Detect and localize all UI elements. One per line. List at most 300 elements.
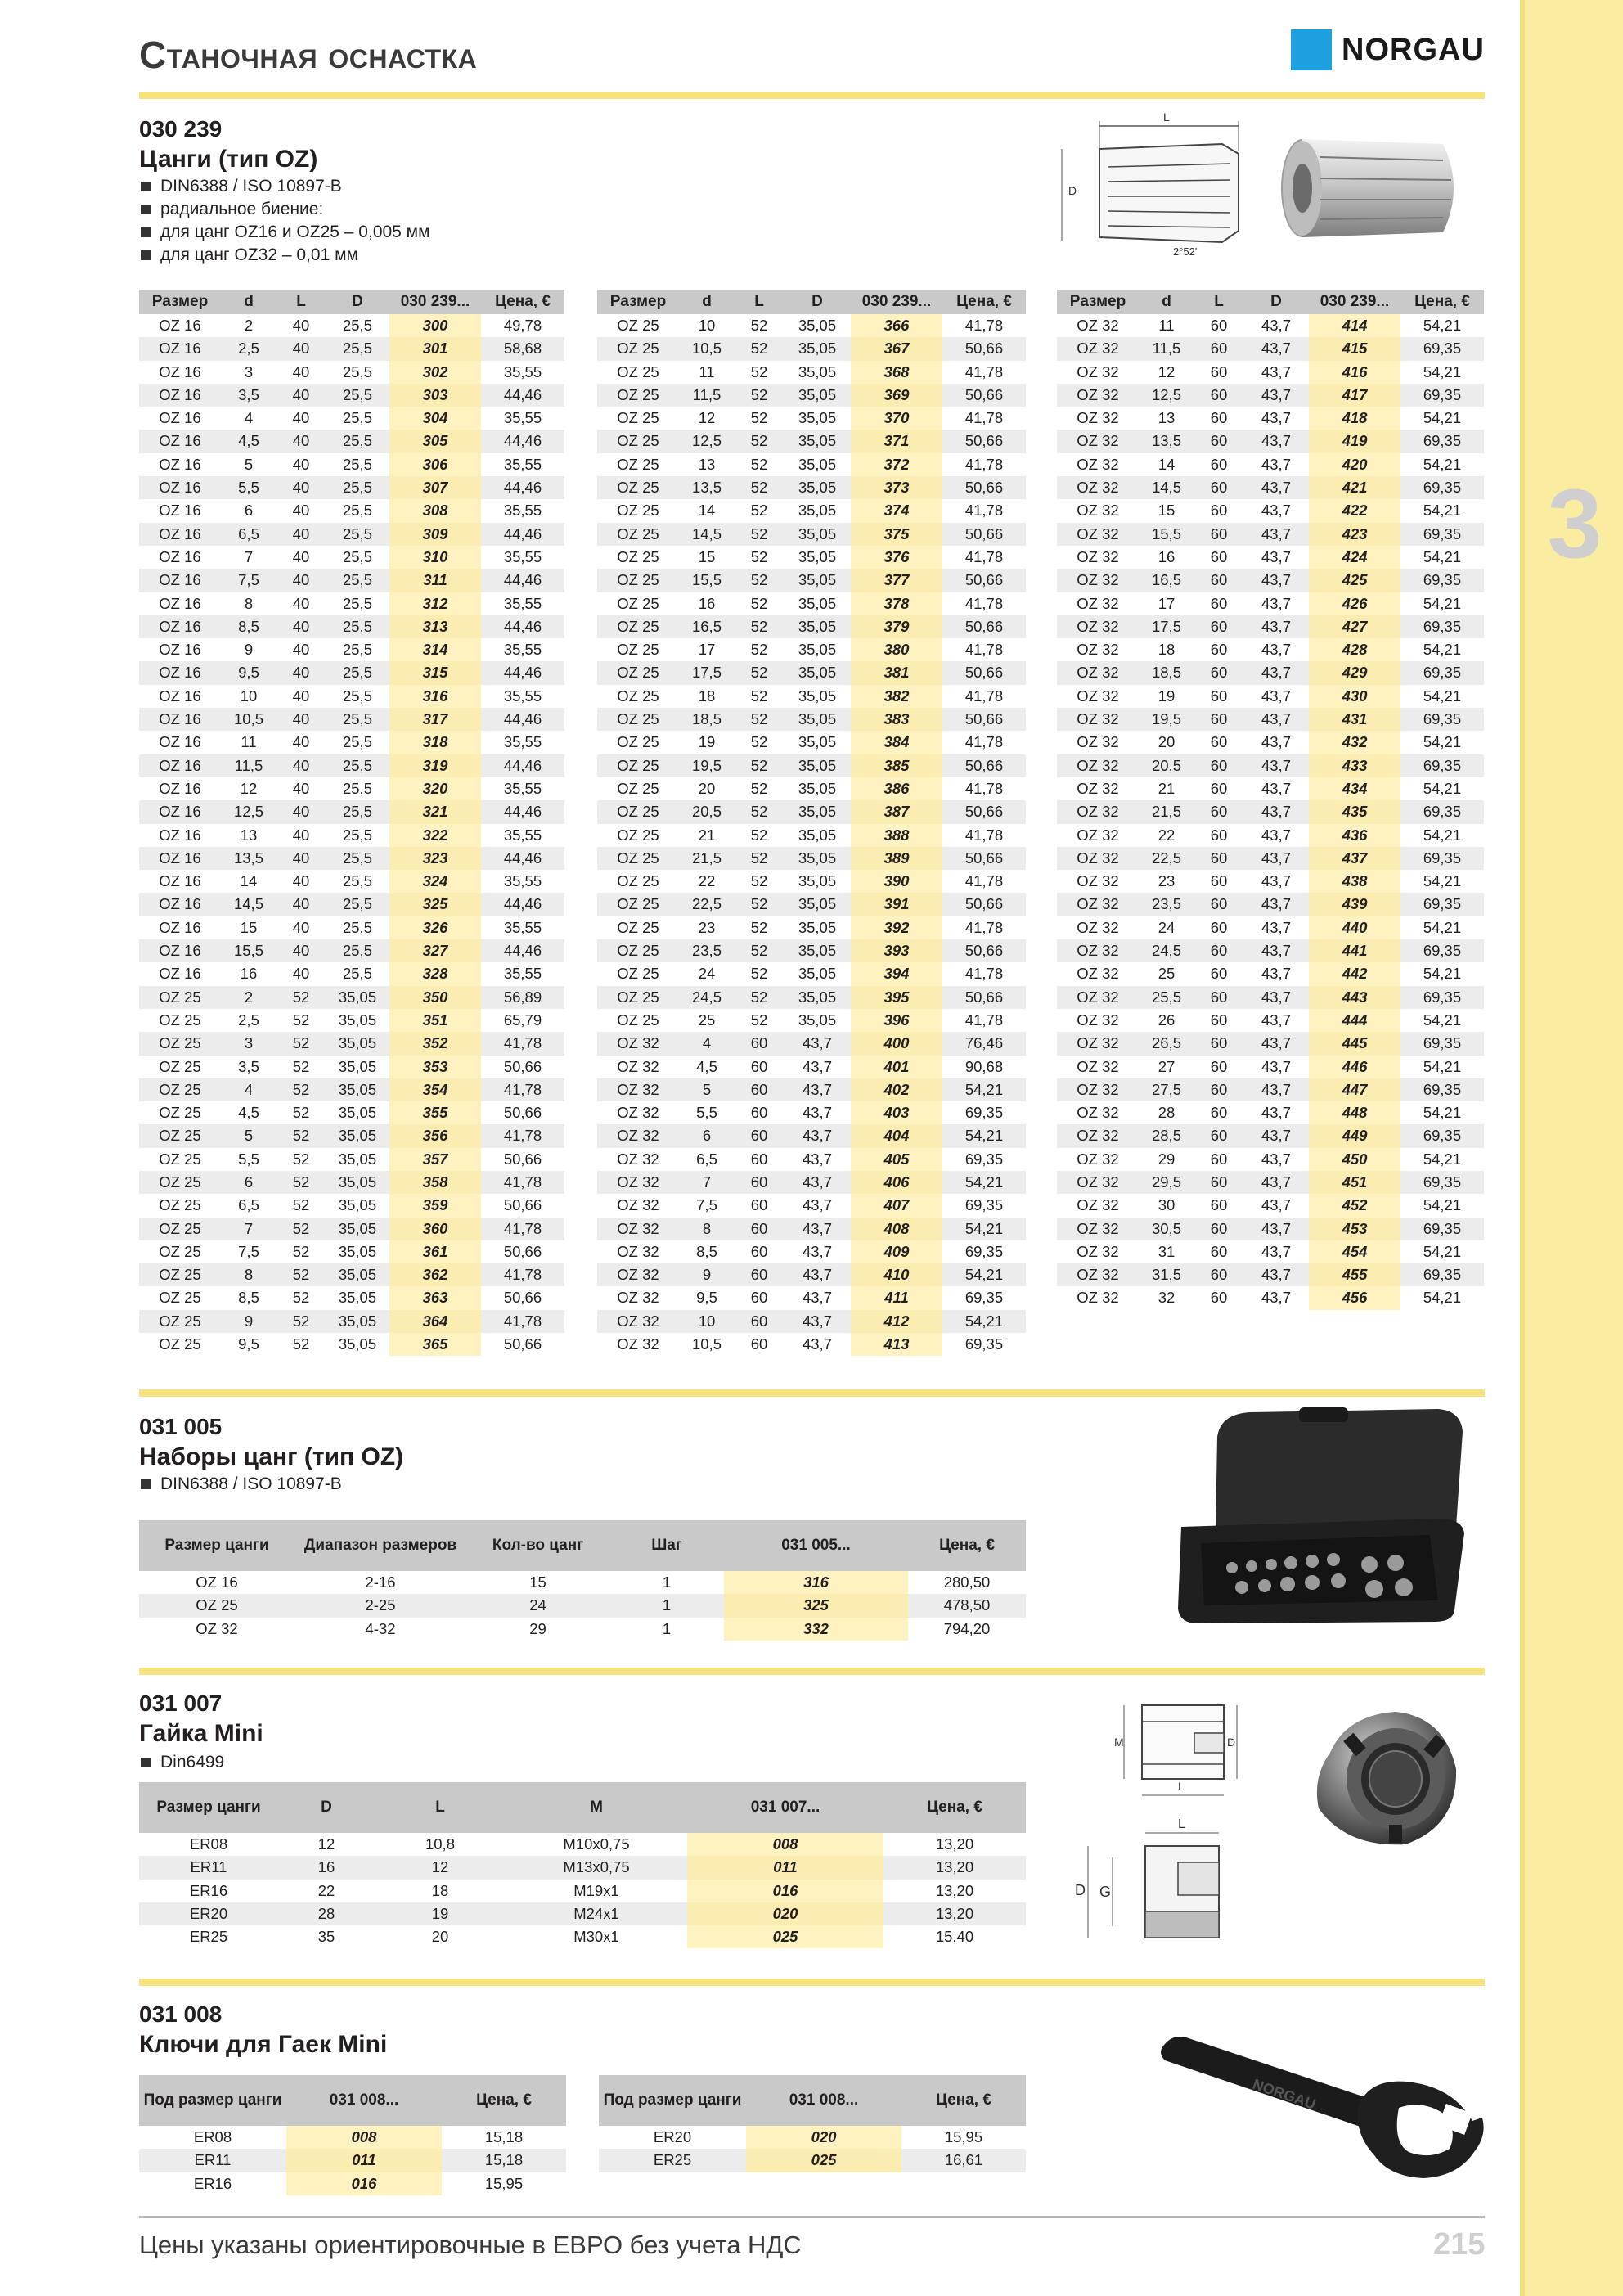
table-cell: 8,5	[238, 1289, 259, 1307]
table-cell: 35,05	[798, 779, 837, 797]
table-cell: 69,35	[964, 1289, 1004, 1307]
article-code-cell: 394	[851, 962, 942, 985]
table-cell: 24,5	[679, 986, 735, 1009]
table-row	[597, 777, 1026, 800]
article-code-cell: 436	[1309, 824, 1400, 847]
article-code-cell: 008	[286, 2126, 442, 2149]
table-cell: 35,55	[503, 965, 542, 983]
article-code-cell: 400	[851, 1032, 942, 1055]
table-cell: 16	[278, 1856, 375, 1879]
table-cell: 12,5	[221, 800, 276, 823]
nut-photo	[1297, 1704, 1461, 1851]
table-cell: OZ 32	[1077, 1104, 1119, 1122]
table-cell: OZ 25	[597, 800, 679, 823]
table-cell: 54,21	[1423, 547, 1462, 565]
footer-note: Цены указаны ориентировочные в ЕВРО без учета НДС	[139, 2231, 802, 2259]
table-cell: 43,7	[1261, 1242, 1291, 1260]
article-code-cell: 410	[851, 1263, 942, 1286]
table-cell: M24x1	[506, 1902, 687, 1925]
table-cell: 40	[276, 569, 326, 592]
table-cell: 8	[679, 1218, 735, 1240]
table-cell: 23,5	[679, 939, 735, 962]
table-cell: OZ 16	[139, 476, 221, 499]
table-row	[1057, 523, 1484, 546]
table-cell: 50,66	[942, 430, 1026, 452]
table-cell: 43,7	[1261, 362, 1291, 380]
chapter-number: 3	[1547, 469, 1603, 579]
table-cell: 44,46	[481, 430, 564, 452]
table-cell: ER25	[189, 1928, 228, 1946]
table-cell: 69,35	[964, 1150, 1004, 1168]
table-cell: 6	[679, 1124, 735, 1147]
table-cell: 52	[750, 872, 768, 890]
s4-table-2	[599, 2075, 1026, 2172]
table-cell: 54,21	[1423, 872, 1462, 890]
table-cell: OZ 16	[159, 362, 201, 380]
table-cell: 41,78	[481, 1078, 564, 1101]
article-code-cell: 412	[851, 1310, 942, 1333]
s3-rule	[139, 1668, 1485, 1675]
table-cell: 52	[735, 384, 784, 407]
table-cell: 52	[750, 733, 768, 751]
table-cell: 60	[750, 1196, 768, 1214]
table-cell: OZ 32	[1077, 733, 1119, 751]
table-cell: 35,05	[784, 800, 851, 823]
article-code-cell: 448	[1309, 1101, 1400, 1124]
table-cell: 7,5	[238, 1242, 259, 1260]
table-row	[139, 1902, 1026, 1925]
article-code-cell: 405	[851, 1148, 942, 1171]
table-cell: OZ 32	[617, 1242, 659, 1260]
table-cell: 25,5	[342, 826, 372, 844]
article-code-cell: 313	[389, 615, 481, 638]
table-row	[139, 1594, 1026, 1617]
s3-bullets	[141, 1751, 224, 1774]
col-header: Диапазон размеров	[294, 1520, 466, 1571]
table-cell: 43,7	[1261, 1150, 1291, 1168]
table-cell: 50,66	[942, 986, 1026, 1009]
table-row	[597, 1333, 1026, 1356]
table-cell: 52	[750, 502, 768, 520]
table-cell: 50,66	[942, 800, 1026, 823]
table-cell: 52	[750, 965, 768, 983]
table-cell: 52	[750, 409, 768, 427]
table-row	[139, 499, 564, 522]
table-row	[1057, 661, 1484, 684]
table-cell: 12	[698, 409, 716, 427]
table-cell: 35,05	[798, 687, 837, 705]
table-cell: 35,05	[784, 754, 851, 777]
table-cell: 60	[1194, 754, 1243, 777]
article-code-cell: 300	[389, 314, 481, 337]
table-cell: 52	[276, 1310, 326, 1333]
drawing-label-d2: D	[1075, 1882, 1086, 1898]
table-cell: 43,7	[1243, 847, 1309, 870]
table-cell: OZ 16	[159, 779, 201, 797]
table-row	[597, 708, 1026, 731]
table-cell: ER16	[189, 1881, 228, 1899]
col-header: L	[375, 1782, 506, 1833]
table-cell: OZ 16	[159, 409, 201, 427]
table-cell: 17,5	[1139, 615, 1194, 638]
table-cell: 69,35	[1400, 615, 1484, 638]
table-cell: ER11	[139, 2149, 286, 2172]
table-cell: 52	[750, 317, 768, 334]
table-cell: OZ 32	[617, 1289, 659, 1307]
table-cell: 22,5	[679, 893, 735, 916]
table-cell: 90,68	[964, 1057, 1004, 1075]
table-row	[597, 615, 1026, 638]
table-row	[1057, 638, 1484, 661]
table-cell: 54,21	[1423, 455, 1462, 473]
table-cell: 52	[735, 476, 784, 499]
table-cell: 41,78	[481, 1124, 564, 1147]
table-cell: OZ 25	[617, 547, 659, 565]
table-cell: OZ 25	[159, 1057, 201, 1075]
table-cell: 25,5	[326, 754, 389, 777]
article-code-cell: 388	[851, 824, 942, 847]
table-cell: 52	[735, 893, 784, 916]
table-cell: 60	[1210, 1289, 1228, 1307]
table-cell: 69,35	[1400, 476, 1484, 499]
table-row	[1057, 569, 1484, 592]
col-header: Цена, €	[442, 2075, 566, 2126]
table-row	[597, 476, 1026, 499]
table-cell: 50,66	[942, 476, 1026, 499]
table-row	[1057, 1032, 1484, 1055]
table-cell: 69,35	[1400, 569, 1484, 592]
table-cell: 14,5	[679, 523, 735, 546]
table-row	[597, 337, 1026, 360]
s2-bullet: DIN6388 / ISO 10897-B	[141, 1473, 342, 1496]
table-cell: 52	[292, 1057, 310, 1075]
table-cell: ER08	[193, 2128, 232, 2145]
article-code-cell: 326	[389, 916, 481, 939]
table-cell: 35,05	[326, 1078, 389, 1101]
table-cell: 44,46	[481, 523, 564, 546]
col-header: D	[784, 290, 851, 314]
table-row	[139, 1833, 1026, 1856]
article-code-cell: 323	[389, 847, 481, 870]
s1-bullet: радиальное биение:	[141, 198, 430, 221]
table-cell: 23	[1158, 872, 1176, 890]
table-row	[1057, 546, 1484, 569]
table-cell: 14	[1158, 455, 1176, 473]
table-cell: 18	[698, 687, 716, 705]
s1-table-1	[139, 290, 564, 1356]
table-cell: 40	[276, 939, 326, 962]
table-cell: 54,21	[942, 1310, 1026, 1333]
table-row	[1057, 870, 1484, 893]
article-code-cell: 307	[389, 476, 481, 499]
table-cell: 3	[221, 1032, 276, 1055]
table-cell: ER08	[189, 1835, 228, 1853]
table-cell: OZ 16	[139, 337, 221, 360]
table-cell: 35,05	[338, 1335, 377, 1353]
table-cell: 16	[1158, 547, 1176, 565]
s4-table-1	[139, 2075, 566, 2195]
article-code-cell: 392	[851, 916, 942, 939]
article-code-cell: 319	[389, 754, 481, 777]
table-cell: 40	[292, 317, 310, 334]
table-cell: ER20	[139, 1902, 278, 1925]
table-cell: 15	[529, 1573, 546, 1591]
table-cell: OZ 32	[1077, 317, 1119, 334]
table-cell: 69,35	[1400, 430, 1484, 452]
col-header: L	[1194, 290, 1243, 314]
table-cell: 44,46	[481, 615, 564, 638]
table-row	[139, 1056, 564, 1078]
table-cell: OZ 25	[617, 455, 659, 473]
table-cell: OZ 32	[617, 1057, 659, 1075]
table-cell: 40	[276, 800, 326, 823]
table-cell: 60	[1210, 362, 1228, 380]
table-cell: 52	[750, 826, 768, 844]
table-row	[139, 337, 564, 360]
col-header: L	[276, 290, 326, 314]
table-cell: 43,7	[802, 1242, 832, 1260]
article-code-cell: 456	[1309, 1286, 1400, 1309]
article-code-cell: 352	[389, 1032, 481, 1055]
table-cell: 60	[1194, 430, 1243, 452]
table-cell: 44,46	[481, 384, 564, 407]
table-cell: 4	[679, 1032, 735, 1055]
table-row	[139, 430, 564, 452]
article-code-cell: 314	[389, 638, 481, 661]
article-code-cell: 423	[1309, 523, 1400, 546]
table-cell: OZ 32	[1077, 502, 1119, 520]
table-cell: 35,05	[784, 661, 851, 684]
table-cell: 30	[1158, 1196, 1176, 1214]
table-cell: 69,35	[1400, 708, 1484, 731]
table-cell: OZ 32	[1057, 986, 1139, 1009]
table-cell: OZ 16	[159, 455, 201, 473]
table-cell: OZ 32	[1057, 893, 1139, 916]
table-cell: 10	[240, 687, 258, 705]
table-cell: 35,05	[798, 965, 837, 983]
article-code-cell: 432	[1309, 731, 1400, 754]
table-cell: 25,5	[342, 502, 372, 520]
page-number: 215	[1433, 2227, 1486, 2262]
table-cell: 50,66	[942, 708, 1026, 731]
table-cell: 60	[1194, 986, 1243, 1009]
article-code-cell: 303	[389, 384, 481, 407]
table-cell: 50,66	[942, 939, 1026, 962]
article-code-cell: 415	[1309, 337, 1400, 360]
table-cell: OZ 25	[159, 1196, 201, 1214]
table-cell: 35,55	[503, 641, 542, 659]
table-cell: 44,46	[481, 939, 564, 962]
table-cell: 54,21	[1423, 409, 1462, 427]
table-cell: 41,78	[481, 1032, 564, 1055]
table-cell: 3,5	[221, 384, 276, 407]
table-cell: M19x1	[573, 1881, 619, 1899]
table-cell: 15	[1158, 502, 1176, 520]
col-header: L	[735, 290, 784, 314]
table-cell: 2	[244, 317, 254, 334]
table-cell: 31	[1158, 1242, 1176, 1260]
table-row	[139, 777, 564, 800]
table-cell: 35,05	[784, 337, 851, 360]
table-cell: OZ 25	[139, 1263, 221, 1286]
table-cell: 43,7	[1243, 939, 1309, 962]
table-row	[139, 453, 564, 476]
table-cell: 43,7	[784, 1171, 851, 1194]
table-cell: 60	[750, 1242, 768, 1260]
table-cell: 13,20	[883, 1856, 1026, 1879]
table-cell: 35,05	[798, 317, 837, 334]
article-code-cell: 453	[1309, 1218, 1400, 1240]
table-row	[597, 1078, 1026, 1101]
table-cell: 25,5	[342, 409, 372, 427]
table-row	[139, 847, 564, 870]
table-cell: OZ 25	[617, 779, 659, 797]
table-row	[1057, 847, 1484, 870]
table-cell: 29,5	[1139, 1171, 1194, 1194]
table-cell: 28	[1158, 1104, 1176, 1122]
s3-table	[139, 1782, 1026, 1948]
table-row	[139, 1263, 564, 1286]
table-cell: 54,21	[1423, 1289, 1462, 1307]
col-header: D	[1243, 290, 1309, 314]
table-cell: 41,78	[964, 409, 1004, 427]
table-cell: 60	[735, 1078, 784, 1101]
table-cell: OZ 32	[1057, 1032, 1139, 1055]
table-cell: 3,5	[238, 1057, 259, 1075]
table-cell: 60	[1210, 594, 1228, 612]
table-cell: 35,55	[503, 687, 542, 705]
table-cell: OZ 25	[597, 384, 679, 407]
collet-photo	[1279, 133, 1466, 244]
table-cell: 35,05	[798, 594, 837, 612]
table-cell: 16	[698, 594, 716, 612]
table-cell: 50,66	[942, 523, 1026, 546]
table-cell: 69,35	[964, 1242, 1004, 1260]
table-cell: 60	[750, 1104, 768, 1122]
table-cell: 60	[1210, 826, 1228, 844]
table-cell: 16,5	[679, 615, 735, 638]
table-cell: 35,05	[326, 1263, 389, 1286]
article-code-cell: 450	[1309, 1148, 1400, 1171]
table-row	[1057, 1171, 1484, 1194]
table-cell: 10	[698, 317, 716, 334]
article-code-cell: 402	[851, 1078, 942, 1101]
table-row	[1057, 685, 1484, 708]
table-cell: 40	[292, 872, 310, 890]
table-cell: 54,21	[1423, 779, 1462, 797]
table-cell: 52	[276, 1124, 326, 1147]
article-code-cell: 452	[1309, 1194, 1400, 1217]
table-row	[139, 1310, 564, 1333]
table-cell: 29	[529, 1619, 546, 1637]
table-cell: 15,18	[484, 2128, 524, 2145]
table-cell: 20	[431, 1928, 449, 1946]
table-cell: 43,7	[1243, 1263, 1309, 1286]
table-cell: 52	[292, 1289, 310, 1307]
table-cell: 40	[276, 337, 326, 360]
wrench-label: NORGAU	[1250, 2075, 1318, 2113]
table-cell: 11,5	[221, 754, 276, 777]
table-cell: 43,7	[1243, 523, 1309, 546]
table-cell: 5	[221, 1124, 276, 1147]
table-cell: OZ 32	[1077, 872, 1119, 890]
s1-bullet: DIN6388 / ISO 10897-B	[141, 175, 430, 198]
col-header: D	[326, 290, 389, 314]
article-code-cell: 396	[851, 1009, 942, 1032]
table-cell: 52	[750, 779, 768, 797]
s2-rule	[139, 1389, 1485, 1397]
table-cell: OZ 32	[1057, 800, 1139, 823]
table-cell: 1	[662, 1573, 672, 1591]
table-cell: 21,5	[679, 847, 735, 870]
table-cell: OZ 25	[617, 641, 659, 659]
table-cell: 25,5	[1139, 986, 1194, 1009]
table-cell: 25,5	[326, 939, 389, 962]
table-row	[139, 939, 564, 962]
table-row	[597, 870, 1026, 893]
table-cell: OZ 16	[139, 430, 221, 452]
table-cell: 22,5	[1139, 847, 1194, 870]
table-cell: 40	[276, 661, 326, 684]
table-cell: 43,7	[1243, 800, 1309, 823]
table-row	[597, 661, 1026, 684]
table-cell: 60	[1194, 384, 1243, 407]
table-cell: 43,7	[1261, 965, 1291, 983]
table-cell: 794,20	[943, 1619, 991, 1637]
table-cell: OZ 32	[1077, 1150, 1119, 1168]
table-cell: 23	[698, 918, 716, 936]
table-cell: 25	[1158, 965, 1176, 983]
article-code-cell: 434	[1309, 777, 1400, 800]
s1-bullet: для цанг OZ32 – 0,01 мм	[141, 244, 430, 267]
drawing-label-d: D	[1068, 184, 1077, 197]
table-row	[597, 523, 1026, 546]
table-cell: 54,21	[1423, 502, 1462, 520]
table-row	[139, 476, 564, 499]
article-code-cell: 311	[389, 569, 481, 592]
col-header: 031 008...	[286, 2075, 442, 2126]
table-row	[1057, 337, 1484, 360]
table-row	[1057, 407, 1484, 430]
table-cell: 50,66	[503, 1057, 542, 1075]
table-cell: 22	[317, 1881, 335, 1899]
table-cell: 43,7	[784, 1124, 851, 1147]
article-code-cell: 418	[1309, 407, 1400, 430]
table-cell: 56,89	[481, 986, 564, 1009]
table-cell: 43,7	[1261, 1289, 1291, 1307]
table-cell: 15,95	[944, 2128, 983, 2145]
article-code-cell: 362	[389, 1263, 481, 1286]
table-cell: OZ 16	[159, 965, 201, 983]
table-cell: OZ 25	[139, 1594, 294, 1617]
table-cell: 69,35	[1400, 800, 1484, 823]
table-cell: 24	[698, 965, 716, 983]
table-cell: M13x0,75	[506, 1856, 687, 1879]
table-cell: 54,21	[942, 1078, 1026, 1101]
table-cell: 40	[276, 523, 326, 546]
table-cell: 35,05	[784, 893, 851, 916]
table-cell: 44,46	[481, 569, 564, 592]
article-code-cell: 455	[1309, 1263, 1400, 1286]
table-cell: 69,35	[1400, 661, 1484, 684]
table-cell: 60	[1194, 523, 1243, 546]
table-cell: 25,5	[342, 455, 372, 473]
article-code-cell: 011	[286, 2149, 442, 2172]
table-cell: OZ 32	[597, 1124, 679, 1147]
table-cell: 60	[1210, 1196, 1228, 1214]
nut-drawing-bottom	[1072, 1817, 1235, 1956]
article-code-cell: 011	[687, 1856, 883, 1879]
